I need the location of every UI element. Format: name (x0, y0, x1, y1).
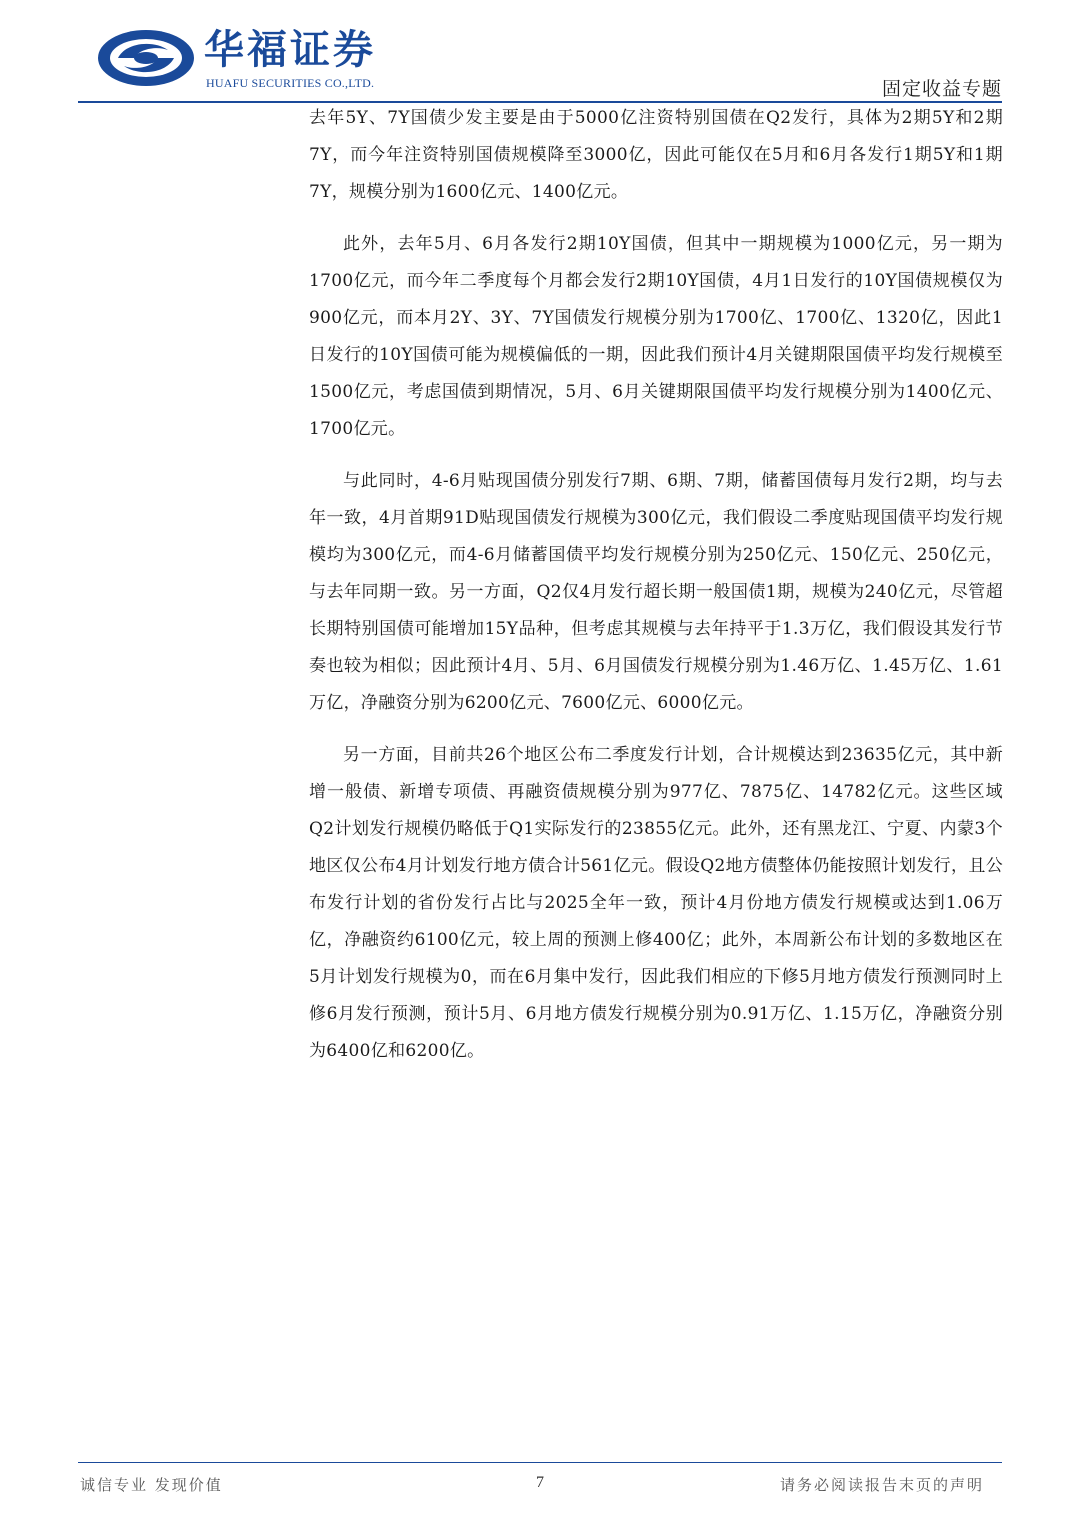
company-name-en: HUAFU SECURITIES CO.,LTD. (206, 76, 375, 90)
company-name-cn: 华福证券 (204, 27, 376, 73)
body-paragraph: 此外，去年5月、6月各发行2期10Y国债，但其中一期规模为1000亿元，另一期为1700亿元，而今年二季度每个月都会发行2期10Y国债，4月1日发行的10Y国债规模仅为900亿元，而本月2Y、3Y、7Y国债发行规模分别为1700亿、1700亿、1320亿，因此1日发行的10Y国债可能为规模偏低的一期，因此我们预计4月关键期限国债平均发行规模至1500亿元，考虑国债到期情况，5月、6月关键期限国债平均发行规模分别为1400亿元、1700亿元。 (309, 234, 1003, 439)
footer-slogan: 诚信专业 发现价值 (80, 1476, 223, 1494)
footer-divider (78, 1462, 1002, 1463)
page-number: 7 (536, 1474, 544, 1491)
report-type-label: 固定收益专题 (881, 78, 1002, 100)
report-body (309, 100, 1003, 1085)
body-paragraph: 另一方面，目前共26个地区公布二季度发行计划，合计规模达到23635亿元，其中新增一般债、新增专项债、再融资债规模分别为977亿、7875亿、14782亿元。这些区域Q2计划发行规模仍略低于Q1实际发行的23855亿元。此外，还有黑龙江、宁夏、内蒙3个地区仅公布4月计划发行地方债合计561亿元。假设Q2地方债整体仍能按照计划发行，且公布发行计划的省份发行占比与2025全年一致，预计4月份地方债发行规模或达到1.06万亿，净融资约6100亿元，较上周的预测上修400亿；此外，本周新公布计划的多数地区在5月计划发行规模为0，而在6月集中发行，因此我们相应的下修5月地方债发行预测同时上修6月发行预测，预计5月、6月地方债发行规模分别为0.91万亿、1.15万亿，净融资分别为6400亿和6200亿。 (309, 745, 1003, 1061)
page-header (0, 0, 1080, 104)
body-paragraph: 与此同时，4-6月贴现国债分别发行7期、6期、7期，储蓄国债每月发行2期，均与去年一致，4月首期91D贴现国债发行规模为300亿元，我们假设二季度贴现国债平均发行规模均为300亿元，而4-6月储蓄国债平均发行规模分别为250亿元、150亿元、250亿元，与去年同期一致。另一方面，Q2仅4月发行超长期一般国债1期，规模为240亿元，尽管超长期特别国债可能增加15Y品种，但考虑其规模与去年持平于1.3万亿，我们假设其发行节奏也较为相似；因此预计4月、5月、6月国债发行规模分别为1.46万亿、1.45万亿、1.61万亿，净融资分别为6200亿元、7600亿元、6000亿元。 (309, 471, 1003, 713)
body-paragraph: 去年5Y、7Y国债少发主要是由于5000亿注资特别国债在Q2发行，具体为2期5Y和2期7Y，而今年注资特别国债规模降至3000亿，因此可能仅在5月和6月各发行1期5Y和1期7Y，规模分别为1600亿元、1400亿元。 (309, 108, 1003, 202)
footer-disclaimer: 请务必阅读报告末页的声明 (779, 1476, 984, 1494)
huafu-logo-icon (96, 28, 196, 88)
